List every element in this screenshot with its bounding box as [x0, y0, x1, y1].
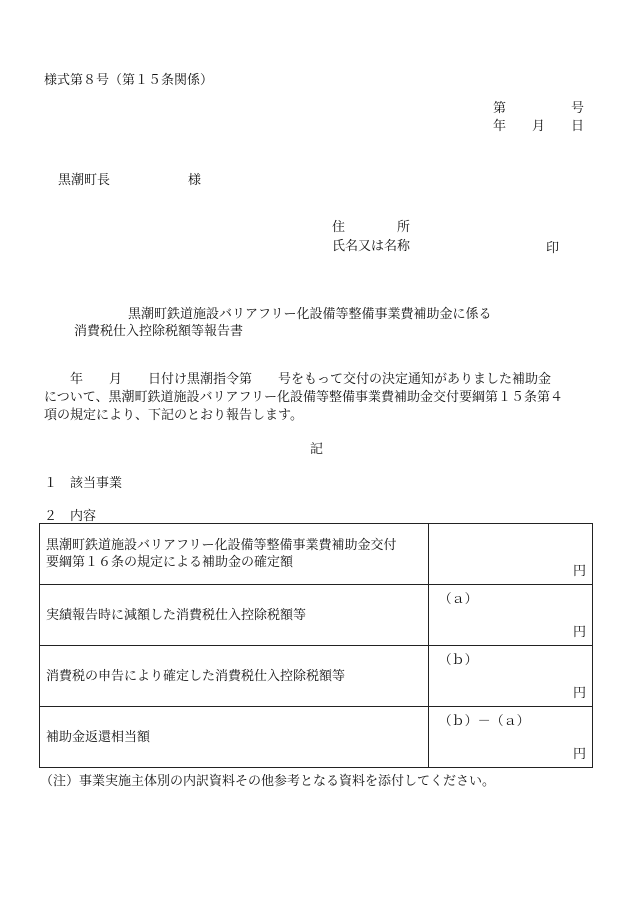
title-line-1: 黒潮町鉄道施設バリアフリー化設備等整備事業費補助金に係る: [128, 307, 492, 322]
yen-unit: 円: [572, 625, 586, 640]
date-block: [493, 100, 584, 136]
amount-tag: （ｂ）: [438, 653, 478, 668]
row-label-cell: [40, 646, 429, 707]
addressee: [58, 169, 201, 188]
amount-cell[interactable]: [428, 585, 592, 646]
section-2-heading: ２ 内容: [44, 509, 97, 524]
row-label-cell: [40, 585, 429, 646]
body-line-1: 年 月 日付け黒潮指令第 号をもって交付の決定通知がありました補助金: [44, 372, 552, 387]
yen-unit: 円: [572, 564, 586, 579]
name-label: 氏名又は名称: [332, 239, 411, 254]
body-line-3: 項の規定により、下記のとおり報告します。: [44, 408, 303, 423]
row-label: 消費税の申告により確定した消費税仕入控除税額等: [46, 669, 346, 684]
body-paragraph: [44, 371, 563, 425]
row-label: [46, 537, 396, 571]
amount-cell[interactable]: [428, 707, 592, 768]
title-line-2: 消費税仕入控除税額等報告書: [74, 324, 244, 339]
row-label-line: 要綱第１６条の規定による補助金の確定額: [46, 555, 294, 570]
amount-tag: （ｂ）－（ａ）: [438, 714, 530, 729]
seal-mark: 印: [546, 241, 560, 256]
content-table: [39, 523, 593, 768]
row-label-cell: [40, 707, 429, 768]
row-label-line: 黒潮町鉄道施設バリアフリー化設備等整備事業費補助金交付: [46, 538, 397, 553]
table-row: [40, 524, 593, 585]
applicant-block: [332, 218, 410, 256]
row-label-cell: [40, 524, 429, 585]
table-row: [40, 707, 593, 768]
form-id: 様式第８号（第１５条関係）: [44, 73, 214, 88]
table-row: [40, 646, 593, 707]
amount-tag: （ａ）: [438, 592, 478, 607]
document-date-line: 年 月 日: [493, 119, 585, 134]
body-line-2: について、黒潮町鉄道施設バリアフリー化設備等整備事業費補助金交付要綱第１５条第４: [44, 390, 563, 405]
section-1-heading: １ 該当事業: [44, 476, 123, 491]
amount-cell[interactable]: [428, 646, 592, 707]
row-label: 補助金返還相当額: [46, 730, 151, 745]
ki-heading: 記: [310, 442, 324, 457]
yen-unit: 円: [572, 686, 586, 701]
footnote: （注）事業実施主体別の内訳資料その他参考となる資料を添付してください。: [40, 774, 496, 789]
table-row: [40, 585, 593, 646]
document-number-line: 第 号: [493, 101, 585, 116]
yen-unit: 円: [572, 747, 586, 762]
row-label: 実績報告時に減額した消費税仕入控除税額等: [46, 608, 307, 623]
amount-cell[interactable]: [428, 524, 592, 585]
addressee-name: 黒潮町長: [58, 173, 111, 188]
address-label: 住 所: [332, 220, 411, 235]
addressee-honorific: 様: [188, 173, 202, 188]
